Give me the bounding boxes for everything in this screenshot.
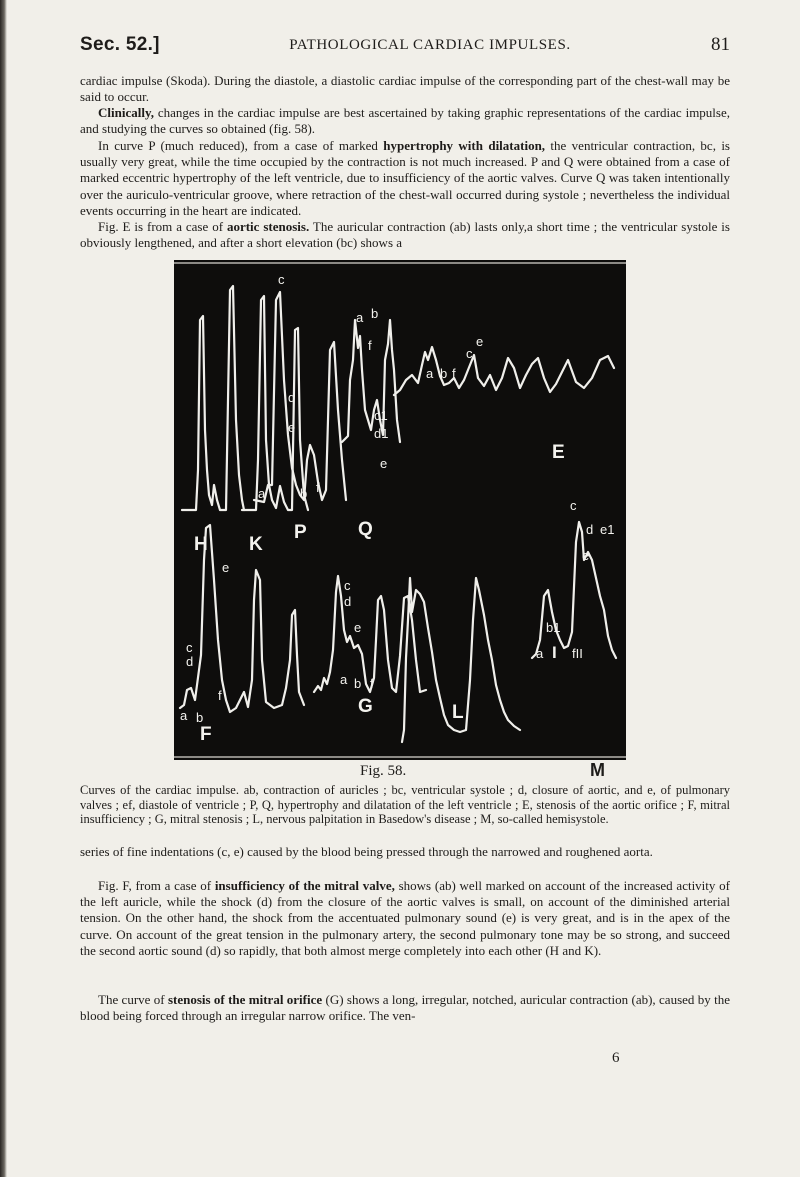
wave-label-e-c: c [466,346,473,361]
wave-label-g-e: e [354,620,362,635]
bold-term: insufficiency of the mitral valve, [214,878,395,893]
wave-label-f: f [316,480,320,495]
figure-caption [80,783,730,827]
wave-label-m-e: e [582,548,590,563]
panel-label-P: P [294,522,307,543]
figure-number: Fig. 58. [360,763,407,779]
panel-label-Q: Q [358,519,373,540]
paragraph-skoda [80,73,730,105]
page-number: 81 [711,34,730,55]
paragraph-text: cardiac impulse (Skoda). During the diastole, a diastolic cardiac impulse of the corresponding part of the chest-wall may be said to occur. [80,73,730,105]
panel-label-E: E [552,442,565,463]
wave-label-e-f: f [452,366,456,381]
wave-label-e-a: a [426,366,434,381]
wave-label-g-d: d [344,594,352,609]
section-label: Sec. 52.] [80,34,160,55]
paragraph-text: Fig. E is from a case of [98,219,227,234]
panel-label-M: M [590,760,605,780]
wave-label-e-b: b [440,366,448,381]
paragraph-text: The curve of [98,992,168,1007]
wave-label-g-f: f [370,676,374,691]
wave-label-f-a: a [180,708,188,723]
panel-label-K: K [249,534,263,555]
wave-label-m-d: d [586,522,594,537]
wave-label-g-b: b [354,676,362,691]
paragraph-clinically [80,105,730,137]
wave-label-e-e: e [476,334,484,349]
wave-label-f-c: c [186,640,193,655]
paragraph-text: changes in the cardiac impulse are best ascertained by taking graphic representations of the cardiac impulse, and studying the curves so obtained (fig. 58). [80,105,730,137]
paragraph-fig-f [80,878,730,959]
paragraph-text: In curve P (much reduced), from a case of marked [98,138,384,153]
panel-label-L: L [452,702,464,723]
figure-58 [174,260,626,760]
caption-text: Curves of the cardiac impulse. ab, contraction of auricles ; bc, ventricular systole ; d, closure of aortic, and e, of pulmonary valves ; ef, diastole of ventricle ; P, Q, hypertrophy and dilatation of the left ventricle ; E, stenosis of the aortic orifice ; F, mitral insufficiency ; G, mitral stenosis ; L, nervous palpitation in Basedow's disease ; M, so-called hemisystole. [80,783,730,827]
wave-label-m-e1: e1 [600,522,615,537]
paragraph-curve-p [80,138,730,219]
wave-label-a: a [258,486,266,501]
wave-label-m-I: I [552,643,557,662]
wave-label-q-c1: c1 [374,408,388,423]
paragraph-text: The auricular contraction (ab) lasts only,a short time ; the ventricular systole is obviously lengthened, and after a short elevation (bc) shows a [80,219,730,251]
wave-label-m-c: c [570,498,577,513]
paragraph-text: series of fine indentations (c, e) caused by the blood being pressed through the narrowed and roughened aorta. [80,844,653,859]
wave-label-b: b [300,486,308,501]
binding-edge [0,0,7,1177]
running-header [80,34,730,60]
signature-mark: 6 [612,1050,620,1066]
paragraph-text: shows (ab) well marked on account of the increased activity of the left auricle, while the shock (d) from the closure of the aortic valves is small, on account of the diminished arterial tension. On the other hand, the shock from the accentuated pulmonary sound (e) is very great, and is in the apex of the curve. On account of the great tension in the pulmonary artery, the second pulmonary tone may be so strong, and succeed the second aortic sound (d) so rapidly, that both almost merge completely into each other (H and K). [80,878,730,958]
panel-label-F: F [200,724,212,745]
lead-term: Clinically, [98,105,154,120]
bold-term: hypertrophy with dilatation, [383,138,546,153]
wave-label-g-a: a [340,672,348,687]
wave-label-m-b1: b1 [546,620,561,635]
cardiogram-plate [174,260,626,760]
panel-label-G: G [358,696,373,717]
wave-label-f-e: e [222,560,230,575]
paragraph-text: the ventricular contraction, bc, is usually very great, while the time occupied by the contraction is not much increased. P and Q were obtained from a case of marked eccentric hypertrophy of the left ventricle, due to insufficiency of the aortic valves. Curve Q was taken intentionally over the auriculo-ventricular groove, where retraction of the chest-wall occurred during systole ; nevertheless the individual events occurring in the heart are indicated. [80,138,730,218]
wave-label-m-a: a [536,646,544,661]
wave-label-c: c [278,272,285,287]
wave-label-f-b: b [196,710,204,725]
wave-label-q-b: b [371,306,379,321]
wave-label-f-f: f [218,688,222,703]
wave-label-e: e [288,420,296,435]
running-title: PATHOLOGICAL CARDIAC IMPULSES. [289,37,571,53]
wave-label-q-f: f [368,338,372,353]
wave-label-f-d: d [186,654,194,669]
wave-label-d: d [288,390,296,405]
wave-label-g-c: c [344,578,351,593]
wave-label-q-a: a [356,310,364,325]
bold-term: aortic stenosis. [226,219,310,234]
paragraph-text: Fig. F, from a case of [98,878,215,893]
wave-label-m-fII: fII [572,646,583,661]
paragraph-fig-e [80,219,730,251]
wave-label-q-d1: d1 [374,426,389,441]
panel-label-H: H [194,534,208,555]
wave-label-q-e: e [380,456,388,471]
paragraph-text: (G) shows a long, irregular, notched, auricular contraction (ab), caused by the blood being forced through an irregular narrow orifice. The ven- [80,992,730,1024]
paragraph-mitral-stenosis [80,992,730,1024]
bold-term: stenosis of the mitral orifice [167,992,323,1007]
paragraph-indentations [80,844,730,860]
